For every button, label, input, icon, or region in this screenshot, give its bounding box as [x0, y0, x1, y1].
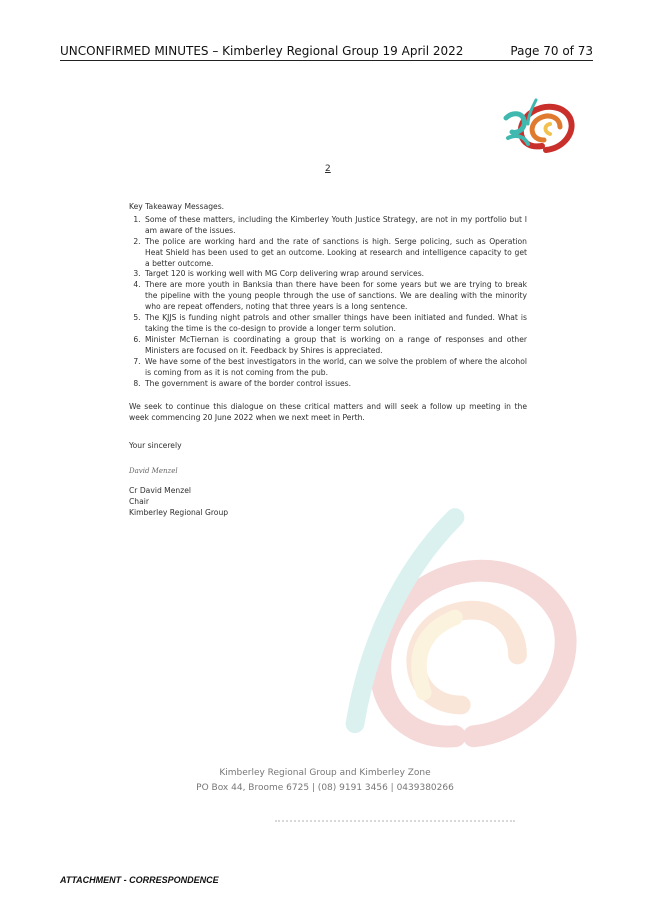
list-item: 4. There are more youth in Banksia than there have been for some years but we are trying to break the pipeline with the young people through the use of sanctions. We are dealing with the minority who are repeat offenders, noting that three years is a long sentence.: [143, 280, 527, 313]
footer-contact: PO Box 44, Broome 6725 | (08) 9191 3456 | 0439380266: [196, 783, 454, 793]
faint-footer-line: [275, 820, 515, 825]
handwritten-signature: David Menzel: [129, 467, 178, 476]
list-item: 7. We have some of the best investigators in the world, can we solve the problem of where the alcohol is coming from as it is not coming from the pub.: [143, 357, 527, 379]
kimberley-watermark-icon: [330, 505, 580, 755]
list-item: 3. Target 120 is working well with MG Corp delivering wrap around services.: [143, 269, 527, 280]
sign-off: Your sincerely: [129, 441, 182, 451]
signatory-name: Cr David Menzel: [129, 486, 191, 496]
page-counter: Page 70 of 73: [510, 44, 593, 58]
minutes-title: UNCONFIRMED MINUTES – Kimberley Regional Group 19 April 2022: [60, 44, 464, 58]
attachment-label: ATTACHMENT - CORRESPONDENCE: [60, 875, 219, 885]
list-item: 5. The KJJS is funding night patrols and other smaller things have been initiated and funded. What is taking the time is the co-design to provide a longer term solution.: [143, 313, 527, 335]
letter-page-number: 2: [325, 164, 331, 174]
takeaway-heading: Key Takeaway Messages.: [129, 202, 225, 211]
closing-paragraph: We seek to continue this dialogue on these critical matters and will seek a follow up meeting in the week commencing 20 June 2022 when we next meet in Perth.: [129, 402, 527, 423]
list-item: 1. Some of these matters, including the Kimberley Youth Justice Strategy, are not in my portfolio but I am aware of the issues.: [143, 215, 527, 237]
list-item: 6. Minister McTiernan is coordinating a group that is working on a range of responses and other Ministers are focused on it. Feedback by Shires is appreciated.: [143, 335, 527, 357]
signatory-block: [129, 486, 527, 519]
list-item: 8. The government is aware of the border control issues.: [143, 379, 527, 390]
footer-organisation: Kimberley Regional Group and Kimberley Zone: [219, 768, 431, 778]
list-item: 2. The police are working hard and the rate of sanctions is high. Serge policing, such as Operation Heat Shield has been used to get an outcome. Looking at research and intelligence capacity to get a better outcome.: [143, 237, 527, 270]
kimberley-logo-icon: [498, 94, 578, 154]
letter-footer: [150, 766, 500, 796]
signatory-organisation: Kimberley Regional Group: [129, 507, 229, 517]
signatory-title: Chair: [129, 497, 150, 507]
page-header: [60, 42, 593, 61]
takeaway-list: [129, 215, 527, 390]
letter-body: [129, 202, 527, 519]
